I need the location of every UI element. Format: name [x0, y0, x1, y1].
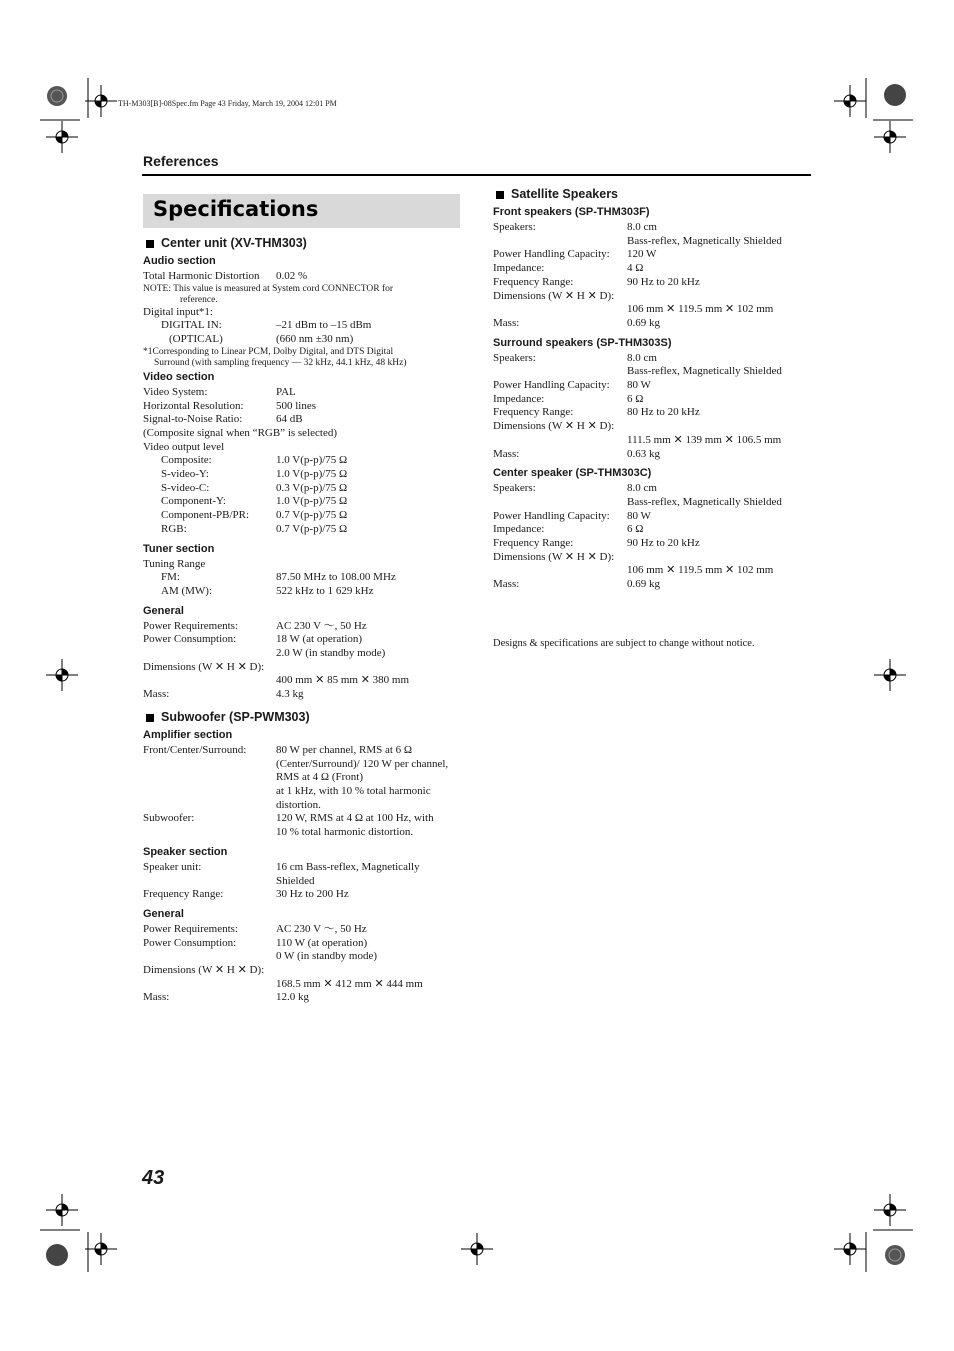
spec-row: DIGITAL IN: –21 dBm to –15 dBm — [161, 319, 372, 332]
section-title: References — [143, 153, 219, 169]
spec-row: 2.0 W (in standby mode) — [276, 647, 386, 660]
subwoofer-heading: Subwoofer (SP-PWM303) — [143, 710, 463, 726]
spec-row: Speakers: 8.0 cm — [493, 351, 657, 364]
spec-row: Composite: 1.0 V(p-p)/75 Ω — [161, 454, 348, 467]
spec-row: Subwoofer: 120 W, RMS at 4 Ω at 100 Hz, with — [143, 812, 434, 825]
spec-row: Dimensions (W ✕ H ✕ D): — [493, 550, 615, 563]
speaker-group-heading: Center speaker (SP-THM303C) — [493, 467, 652, 480]
footnote: Surround (with sampling frequency — 32 kHz, 44.1 kHz, 48 kHz) — [154, 357, 407, 368]
spec-row: (OPTICAL) (660 nm ±30 nm) — [169, 333, 354, 346]
spec-row: RMS at 4 Ω (Front) — [276, 771, 364, 784]
video-section-heading: Video section — [143, 370, 215, 383]
spec-row: 106 mm ✕ 119.5 mm ✕ 102 mm — [627, 564, 774, 577]
spec-row: Speakers: 8.0 cm — [493, 221, 657, 233]
note-text: reference. — [180, 294, 218, 305]
spec-row: AM (MW): 522 kHz to 1 629 kHz — [161, 584, 374, 597]
spec-row: Mass: 0.69 kg — [493, 578, 660, 591]
spec-row: S-video-C: 0.3 V(p-p)/75 Ω — [161, 481, 348, 494]
spec-row: 168.5 mm ✕ 412 mm ✕ 444 mm — [276, 977, 423, 990]
spec-row: Dimensions (W ✕ H ✕ D): — [143, 660, 265, 673]
spec-row: Power Consumption: 18 W (at operation) — [143, 633, 363, 646]
left-column — [143, 236, 463, 1005]
general-section-heading: General — [143, 907, 184, 920]
spec-row: S-video-Y: 1.0 V(p-p)/75 Ω — [161, 468, 348, 481]
center-unit-heading: Center unit (XV-THM303) — [143, 236, 463, 252]
spec-row: Impedance: 6 Ω — [493, 523, 644, 536]
spec-row: Speakers: 8.0 cm — [493, 482, 657, 495]
spec-row: Frequency Range: 90 Hz to 20 kHz — [493, 275, 700, 288]
spec-row: Mass: 0.69 kg — [493, 316, 660, 329]
spec-row: 111.5 mm ✕ 139 mm ✕ 106.5 mm — [627, 433, 782, 446]
spec-row: Horizontal Resolution: 500 lines — [143, 399, 317, 412]
spec-row: Speaker unit: 16 cm Bass-reflex, Magnetically — [143, 860, 420, 873]
right-column — [493, 187, 813, 592]
header-rule — [142, 174, 811, 176]
spec-row: Dimensions (W ✕ H ✕ D): — [143, 964, 265, 977]
square-bullet-icon — [146, 240, 154, 248]
spec-row: Component-Y: 1.0 V(p-p)/75 Ω — [161, 495, 348, 508]
spec-row: Impedance: 4 Ω — [493, 262, 644, 275]
spec-row: Power Handling Capacity: 80 W — [493, 509, 651, 522]
spec-row: Power Requirements: AC 230 V ～, 50 Hz — [143, 922, 367, 935]
spec-row: Power Requirements: AC 230 V ～, 50 Hz — [143, 619, 367, 632]
satellite-heading: Satellite Speakers — [493, 187, 813, 203]
footnote: *1Corresponding to Linear PCM, Dolby Digital, and DTS Digital — [143, 346, 394, 357]
spec-row: RGB: 0.7 V(p-p)/75 Ω — [161, 522, 348, 535]
spec-row: Impedance: 6 Ω — [493, 392, 644, 405]
spec-row: Bass-reflex, Magnetically Shielded — [627, 234, 782, 247]
spec-row: Mass: 0.63 kg — [493, 447, 660, 460]
spec-row: Shielded — [276, 874, 315, 887]
file-info-line: TH-M303[B]-08Spec.fm Page 43 Friday, March 19, 2004 12:01 PM — [118, 99, 337, 108]
spec-row: Dimensions (W ✕ H ✕ D): — [493, 420, 615, 433]
spec-row: 0 W (in standby mode) — [276, 950, 378, 963]
square-bullet-icon — [496, 191, 504, 199]
spec-row: (Center/Surround)/ 120 W per channel, — [276, 757, 449, 770]
spec-row: at 1 kHz, with 10 % total harmonic — [276, 784, 431, 797]
change-notice: Designs & specifications are subject to change without notice. — [493, 638, 755, 649]
spec-row: (Composite signal when “RGB” is selected) — [143, 426, 337, 439]
spec-row: 106 mm ✕ 119.5 mm ✕ 102 mm — [627, 303, 774, 316]
spec-row: Dimensions (W ✕ H ✕ D): — [493, 289, 615, 302]
spec-row: Mass: 4.3 kg — [143, 688, 304, 701]
tuner-section-heading: Tuner section — [143, 542, 215, 555]
page-number: 43 — [142, 1167, 165, 1189]
spec-row: 400 mm ✕ 85 mm ✕ 380 mm — [276, 674, 410, 687]
spec-row: Frequency Range: 80 Hz to 20 kHz — [493, 406, 700, 419]
spec-row: Front/Center/Surround: 80 W per channel, RMS at 6 Ω — [143, 743, 413, 756]
note-text: NOTE: This value is measured at System cord CONNECTOR for — [143, 283, 394, 294]
spec-row: Bass-reflex, Magnetically Shielded — [627, 495, 782, 508]
spec-row: Power Consumption: 110 W (at operation) — [143, 936, 368, 949]
spec-row: distortion. — [276, 798, 321, 811]
amplifier-section-heading: Amplifier section — [143, 728, 233, 741]
spec-row: FM: 87.50 MHz to 108.00 MHz — [161, 571, 396, 584]
spec-row: Power Handling Capacity: 120 W — [493, 248, 657, 261]
audio-section-heading: Audio section — [143, 255, 216, 267]
page-title-box — [143, 194, 460, 228]
spec-row: Signal-to-Noise Ratio: 64 dB — [143, 413, 303, 426]
square-bullet-icon — [146, 714, 154, 722]
spec-row: Frequency Range: 90 Hz to 20 kHz — [493, 537, 700, 550]
spec-row: Video System: PAL — [143, 385, 296, 398]
spec-row: Total Harmonic Distortion 0.02 % — [143, 270, 308, 282]
spec-row: Frequency Range: 30 Hz to 200 Hz — [143, 888, 349, 901]
spec-row: 10 % total harmonic distortion. — [276, 826, 414, 839]
spec-row: Video output level — [143, 440, 225, 453]
speaker-section-heading: Speaker section — [143, 845, 228, 858]
page-title: Specifications — [153, 197, 319, 221]
speaker-group-heading: Surround speakers (SP-THM303S) — [493, 336, 672, 349]
speaker-group-heading: Front speakers (SP-THM303F) — [493, 206, 650, 218]
spec-row: Power Handling Capacity: 80 W — [493, 379, 651, 392]
spec-row: Component-PB/PR: 0.7 V(p-p)/75 Ω — [161, 509, 348, 522]
spec-row: Mass: 12.0 kg — [143, 991, 309, 1004]
general-section-heading: General — [143, 604, 184, 617]
spec-row: Tuning Range — [143, 557, 206, 570]
spec-row: Digital input*1: — [143, 305, 213, 318]
spec-row: Bass-reflex, Magnetically Shielded — [627, 365, 782, 378]
